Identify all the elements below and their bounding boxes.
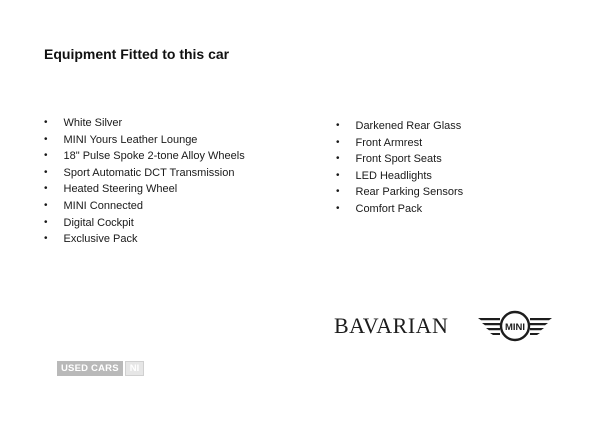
list-item-label: Heated Steering Wheel [63,183,178,196]
list-item [44,231,245,248]
list-item-label: White Silver [63,117,123,129]
mini-logo-icon [476,308,554,344]
list-item [44,148,245,165]
list-item-label: 18" Pulse Spoke 2-tone Alloy Wheels [63,150,245,163]
bullet-icon: • [336,169,340,181]
badge-ni: NI [125,361,145,376]
list-item-label: Darkened Rear Glass [355,120,462,132]
list-item-label: LED Headlights [355,169,432,182]
bullet-icon: • [44,233,48,245]
list-item-label: Digital Cockpit [63,216,134,229]
list-item [336,151,463,168]
bullet-icon: • [44,150,48,162]
list-item-label: Comfort Pack [355,202,423,215]
page-title: Equipment Fitted to this car [44,46,230,62]
bullet-icon: • [336,136,340,148]
list-item-label: Exclusive Pack [63,233,138,246]
list-item [336,201,463,218]
bullet-icon: • [44,183,48,195]
list-item [44,132,245,149]
equipment-list-right [336,118,463,218]
list-item [336,168,463,185]
used-cars-ni-badge [57,361,144,376]
list-item-label: Rear Parking Sensors [355,186,464,199]
bullet-icon: • [336,186,340,198]
bullet-icon: • [336,120,340,131]
list-item [44,215,245,232]
bullet-icon: • [44,199,48,211]
list-item [44,115,245,132]
list-item [44,198,245,215]
list-item-label: MINI Connected [63,199,143,212]
bullet-icon: • [336,153,340,165]
list-item [336,118,463,135]
list-item-label: MINI Yours Leather Lounge [63,133,198,146]
bullet-icon: • [336,202,340,214]
list-item [44,165,245,182]
badge-used-cars: USED CARS [57,361,123,376]
bullet-icon: • [44,216,48,228]
bullet-icon: • [44,117,48,128]
list-item [336,184,463,201]
list-item-label: Front Sport Seats [355,153,442,166]
mini-logo-text: MINI [504,322,526,333]
bullet-icon: • [44,166,48,178]
equipment-list-left [44,115,245,248]
list-item-label: Front Armrest [355,136,423,149]
list-item [44,181,245,198]
list-item [336,135,463,152]
bullet-icon: • [44,133,48,145]
dealer-brand-name: BAVARIAN [334,313,449,338]
list-item-label: Sport Automatic DCT Transmission [63,166,235,179]
